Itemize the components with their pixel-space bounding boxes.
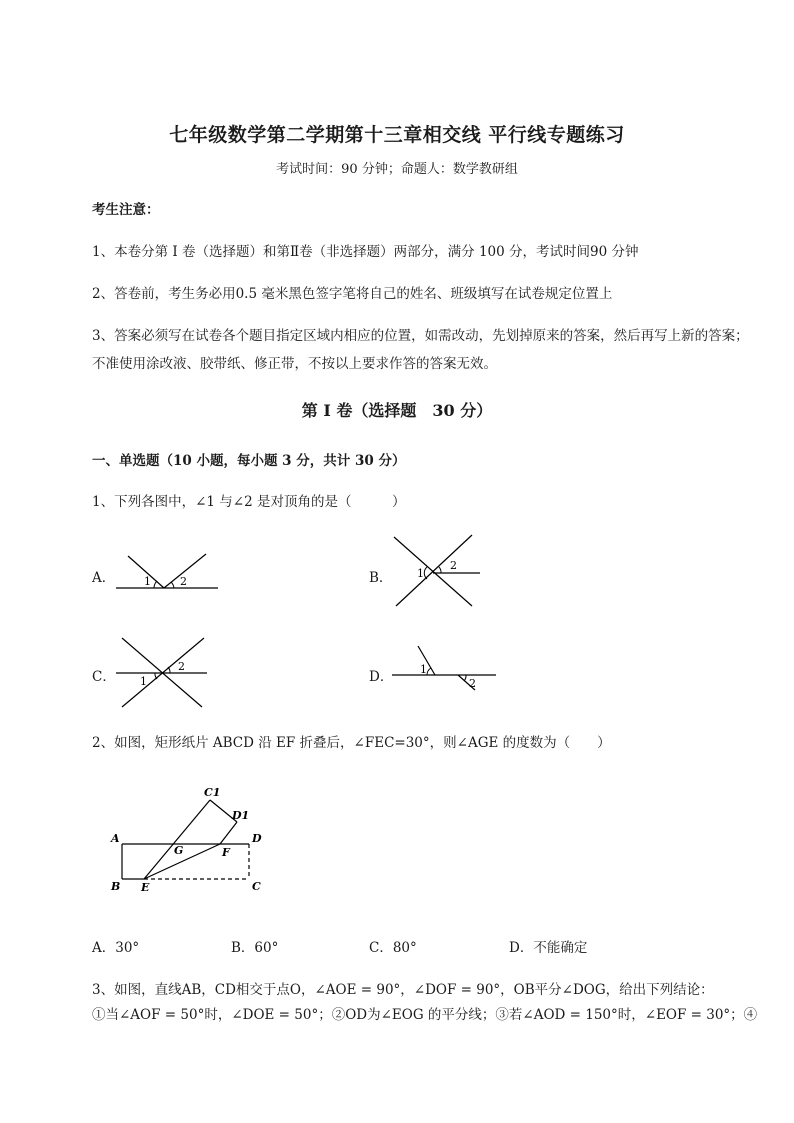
exam-info: 考试时间：90 分钟；命题人：数学教研组 [276,162,518,177]
point-f-label: F [222,846,230,859]
point-c-label: C [252,880,261,893]
angle-2-arc [439,567,441,573]
q1-option-a-label[interactable]: A． [92,570,116,586]
page-title: 七年级数学第二学期第十三章相交线 平行线专题练习 [169,124,625,146]
angle-2-arc [168,667,170,673]
point-g-label: G [174,844,184,857]
q2-choice-d[interactable]: D．不能确定 [509,940,588,956]
angle-1-label: 1 [417,567,424,580]
q1-option-d-label[interactable]: D． [369,669,394,685]
question-3-line-2: ①当∠AOF = 50°时，∠DOE = 50°；②OD为∠EOG 的平分线；③若∠AOD = 150°时，∠EOF = 30°；④ [92,1007,758,1023]
q2-figure [104,782,274,897]
angle-2-label: 2 [469,677,476,690]
point-d1-label: D1 [232,809,250,822]
q2-choice-c[interactable]: C．80° [369,940,417,956]
angle-1-label: 1 [144,575,151,588]
angle-1-arc [154,581,157,588]
notice-item-3: 3、答案必须写在试卷各个题目指定区域内相应的位置，如需改动，先划掉原来的答案，然后再写上新的答案；不准使用涂改液、胶带纸、修正带，不按以上要求作答的答案无效。 [92,328,749,372]
angle-2-arc [464,675,466,681]
q2-choice-b[interactable]: B．60° [231,940,279,956]
side-d1f [220,822,237,844]
point-a-label: A [111,832,120,845]
q1-figure-d [388,642,498,692]
question-3-line-1: 3、如图，直线AB，CD相交于点O，∠AOE = 90°，∠DOF = 90°，OB平分∠DOG，给出下列结论： [92,982,714,998]
section-title: 一、单选题（10 小题，每小题 3 分，共计 30 分） [92,453,406,469]
point-b-label: B [111,880,121,893]
notice-item-2: 2、答卷前，考生务必用0.5 毫米黑色签字笔将自己的姓名、班级填写在试卷规定位置上 [92,286,613,302]
angle-2-label: 2 [178,660,185,673]
question-2-stem: 2、如图，矩形纸片 ABCD 沿 EF 折叠后，∠FEC=30°，则∠AGE 的度数为（ ） [92,735,611,751]
angle-2-label: 2 [450,559,457,572]
question-1-stem: 1、下列各图中，∠1 与∠2 是对顶角的是（ ） [92,494,406,510]
q2-choice-a[interactable]: A．30° [92,940,140,956]
notice-heading: 考生注意： [92,202,160,218]
angle-2-arc [171,582,174,588]
notice-item-1: 1、本卷分第 I 卷（选择题）和第Ⅱ卷（非选择题）两部分，满分 100 分，考试时间90 分钟 [92,244,639,260]
angle-1-label: 1 [420,663,427,676]
side-ec1 [144,800,210,879]
point-c1-label: C1 [204,786,221,799]
angle-2-label: 2 [180,575,187,588]
q1-option-c-label[interactable]: C． [92,669,116,685]
angle-1-arc [427,668,431,675]
point-e-label: E [141,881,150,894]
q1-figure-a [110,548,225,598]
angle-1-label: 1 [140,675,147,688]
angle-1-arc [155,673,157,679]
point-d-label: D [252,832,262,845]
q1-option-b-label[interactable]: B． [369,570,393,586]
q1-figure-c [112,635,212,710]
volume-title: 第 I 卷（选择题 30 分） [301,401,493,420]
q1-figure-b [390,533,485,608]
